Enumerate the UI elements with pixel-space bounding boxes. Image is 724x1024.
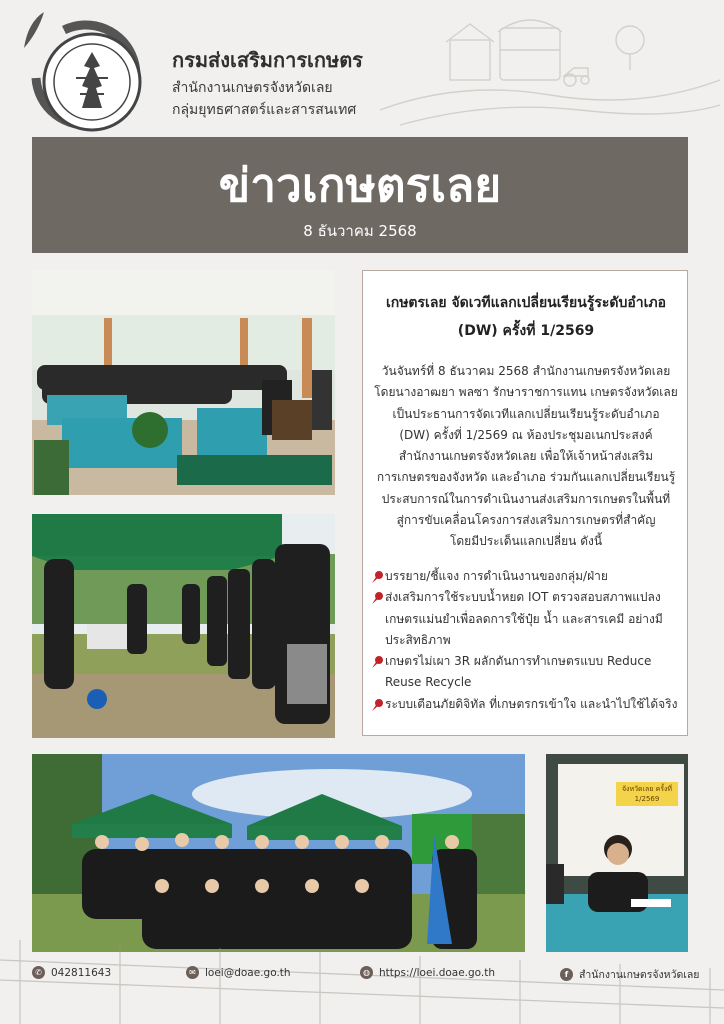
facebook-page: สำนักงานเกษตรจังหวัดเลย [579, 969, 700, 981]
website-link[interactable] [360, 966, 495, 979]
topic-item [371, 587, 683, 651]
article-body-line: ประสบการณ์ในการดำเนินงานส่งเสริมการเกษตรในพื้นที่ [381, 491, 671, 506]
email-contact[interactable] [186, 966, 291, 979]
topic-text: เกษตรไม่เผา 3R ผลักดันการทำเกษตรแบบ Reduce Reuse Recycle [385, 654, 652, 690]
article-body-line: การเกษตรของจังหวัด และอำเภอ ร่วมกันแลกเปลี่ยนเรียนรู้ [376, 470, 676, 485]
article-title-line-2: (DW) ครั้งที่ 1/2569 [457, 323, 595, 339]
article-title-line-1: เกษตรเลย จัดเวทีแลกเปลี่ยนเรียนรู้ระดับอำเภอ [385, 295, 667, 311]
article-body-line: วันจันทร์ที่ 8 ธันวาคม 2568 สำนักงานเกษตรจังหวัดเลย [381, 364, 671, 378]
article-body-line: (DW) ครั้งที่ 1/2569 ณ ห้องประชุมอเนกประสงค์ [399, 427, 653, 442]
phone-icon: ✆ [32, 966, 45, 979]
facebook-link[interactable] [560, 966, 699, 983]
topic-text: ส่งเสริมการใช้ระบบน้ำหยด IOT ตรวจสอบสภาพแปลง เกษตรแม่นยำเพื่อลดการใช้ปุ๋ย น้ำ และสารเคมี อย่างมีประสิทธิภาพ [385, 590, 663, 647]
office-name: สำนักงานเกษตรจังหวัดเลย [172, 80, 333, 96]
org-name: กรมส่งเสริมการเกษตร [172, 48, 363, 72]
news-banner [32, 137, 688, 253]
pin-icon [371, 698, 385, 712]
topic-text: บรรยาย/ชี้แจง การดำเนินงานของกลุ่ม/ฝ่าย [385, 569, 608, 583]
article-body-line: เป็นประธานการจัดเวทีแลกเปลี่ยนเรียนรู้ระดับอำเภอ [392, 406, 660, 421]
pin-icon [371, 591, 385, 605]
phone-contact[interactable] [32, 966, 111, 979]
topic-item [371, 651, 683, 694]
org-subtitle [172, 77, 356, 121]
article-body-line: สู่การขับเคลื่อนโครงการส่งเสริมการเกษตรที่สำคัญ [396, 513, 656, 528]
slide-title: จังหวัดเลย ครั้งที่ 1/2569 [616, 782, 678, 806]
email-address: loei@doae.go.th [205, 966, 291, 979]
article-body-line: โดยมีประเด็นแลกเปลี่ยน ดังนี้ [449, 534, 603, 549]
pin-icon [371, 655, 385, 669]
pin-icon [371, 570, 385, 584]
website-url: https://loei.doae.go.th [379, 966, 496, 979]
division-name: กลุ่มยุทธศาสตร์และสารสนเทศ [172, 102, 357, 118]
topic-text: ระบบเตือนภัยดิจิทัล ที่เกษตรกรเข้าใจ และนำไปใช้ได้จริง [385, 696, 678, 711]
banner-date: 8 ธันวาคม 2568 [303, 222, 417, 240]
phone-number: 042811643 [51, 966, 112, 979]
banner-title: ข่าวเกษตรเลย [218, 158, 502, 212]
article-title [373, 289, 679, 345]
article-box [362, 270, 688, 736]
email-icon: ✉ [186, 966, 199, 979]
article-body-line: โดยนางอาฒยา พลซา รักษาราชการแทน เกษตรจังหวัดเลย [374, 385, 678, 400]
topic-item [371, 566, 683, 587]
farm-illustration [380, 10, 720, 130]
facebook-icon: f [560, 968, 573, 981]
article-body-line: สำนักงานเกษตรจังหวัดเลย เพื่อให้เจ้าหน้าส่งเสริม [398, 449, 654, 464]
contact-footer [0, 958, 724, 998]
globe-icon: ◍ [360, 966, 373, 979]
photo-meeting-room [32, 270, 335, 495]
photo-tent-group [32, 514, 335, 738]
article-body [373, 361, 679, 553]
topic-item [371, 694, 683, 715]
topic-list [371, 566, 683, 715]
doae-logo [14, 8, 156, 150]
